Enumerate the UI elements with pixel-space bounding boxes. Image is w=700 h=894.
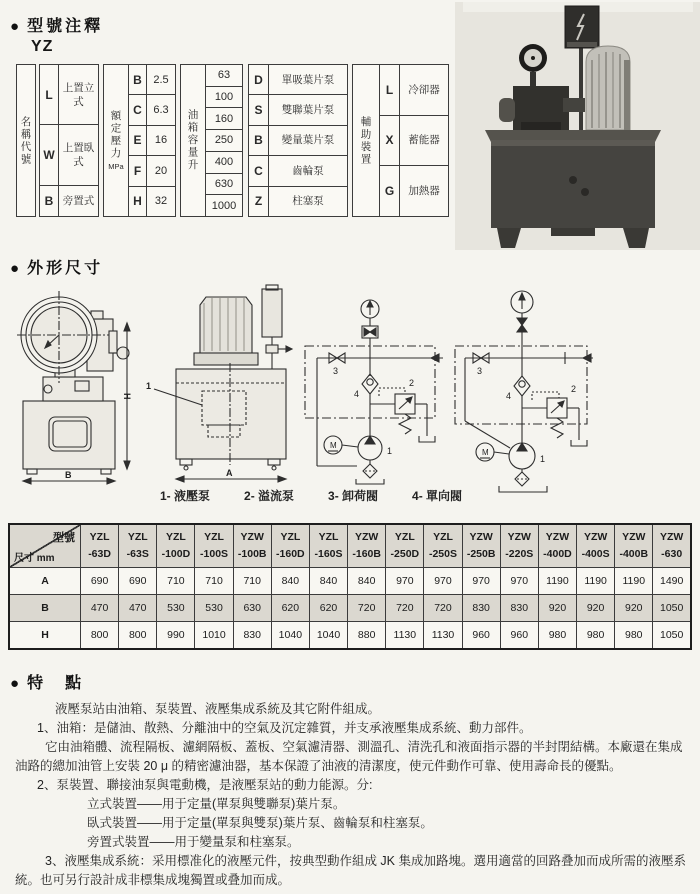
bullet-icon: ● <box>10 18 20 35</box>
legend-item: 1- 液壓泵 <box>160 489 211 503</box>
dimension-value: 530 <box>195 595 233 622</box>
bullet-icon: ● <box>10 260 20 277</box>
pressure-value: 6.3 <box>147 95 176 125</box>
dimension-value: 840 <box>271 568 309 595</box>
check-valve-label: 4 <box>506 391 512 401</box>
bullet-icon: ● <box>10 675 20 692</box>
pressure-code: E <box>129 125 147 155</box>
tank-capacity: 63 <box>206 65 243 87</box>
unload-valve-label: 3 <box>333 366 339 376</box>
dimension-value: 1050 <box>653 622 691 650</box>
dimension-row-label: B <box>9 595 81 622</box>
features-text <box>15 700 687 890</box>
dimension-value: 530 <box>157 595 195 622</box>
section-title-dimensions <box>10 255 103 278</box>
dimension-value: 960 <box>500 622 538 650</box>
tank-label: 油箱容量升 <box>181 65 206 217</box>
dimension-value: 720 <box>386 595 424 622</box>
dimension-value: 470 <box>81 595 119 622</box>
dimension-value: 980 <box>615 622 653 650</box>
motor-label: M <box>330 441 337 450</box>
dimension-value: 980 <box>538 622 576 650</box>
relief-valve-label: 2 <box>571 384 577 394</box>
pump-code: Z <box>249 186 269 216</box>
relief-valve-label: 2 <box>409 378 415 388</box>
dimension-value: 710 <box>157 568 195 595</box>
dimension-value: 920 <box>577 595 615 622</box>
dimension-value: 620 <box>309 595 347 622</box>
mount-code: W <box>40 125 59 185</box>
dimension-row-label: H <box>9 622 81 650</box>
dim-b-label: B <box>65 470 72 480</box>
dimension-row-label: A <box>9 568 81 595</box>
pressure-code: B <box>129 65 147 95</box>
dim-a-label: A <box>226 468 233 478</box>
pressure-label-cell <box>104 65 129 217</box>
outline-drawing-side-view <box>15 283 133 488</box>
model-column-header: YZW -400B <box>615 524 653 568</box>
feature-paragraph: 液壓泵站由油箱、泵裝置、液壓集成系統及其它附件組成。 <box>55 702 381 716</box>
pump-desc: 雙聯葉片泵 <box>269 95 348 125</box>
dimension-value: 920 <box>538 595 576 622</box>
model-column-header: YZL -160S <box>309 524 347 568</box>
tank-capacity: 250 <box>206 130 243 152</box>
pump-label: 1 <box>387 446 393 456</box>
dimension-value: 1190 <box>615 568 653 595</box>
dimension-value: 980 <box>577 622 615 650</box>
pressure-value: 16 <box>147 125 176 155</box>
drawing-legend <box>160 487 462 504</box>
model-column-header: YZW -630 <box>653 524 691 568</box>
pump-desc: 變量葉片泵 <box>269 125 348 155</box>
dimension-value: 800 <box>119 622 157 650</box>
check-valve-label: 4 <box>354 389 360 399</box>
dimension-value: 710 <box>195 568 233 595</box>
pump-desc: 齒輪泵 <box>269 156 348 186</box>
aux-code: X <box>380 115 400 166</box>
model-column-header: YZW -250B <box>462 524 500 568</box>
pump-label: 1 <box>540 454 546 464</box>
mount-desc: 旁置式 <box>59 185 99 216</box>
model-column-header: YZW -400D <box>538 524 576 568</box>
dimension-value: 830 <box>233 622 271 650</box>
dimension-value: 800 <box>81 622 119 650</box>
section-title-features <box>10 670 84 693</box>
dimension-value: 1050 <box>653 595 691 622</box>
dimension-value: 1130 <box>424 622 462 650</box>
aux-desc: 加熱器 <box>400 166 449 217</box>
pressure-code: C <box>129 95 147 125</box>
model-column-header: YZL -63D <box>81 524 119 568</box>
model-column-header: YZW -160B <box>348 524 386 568</box>
legend-item: 2- 溢流泵 <box>244 489 295 503</box>
hydraulic-schematic-2 <box>447 288 595 500</box>
aux-desc: 蓄能器 <box>400 115 449 166</box>
aux-code: G <box>380 166 400 217</box>
dimension-value: 1190 <box>577 568 615 595</box>
hydraulic-schematic-1 <box>297 296 445 486</box>
dimension-value: 720 <box>348 595 386 622</box>
legend-item: 3- 卸荷閥 <box>328 489 379 503</box>
feature-paragraph: 它由油箱體、流程隔板、濾網隔板、蓋板、空氣濾清器、測溫孔、清洗孔和液面指示器的半封閉結構。本廠還在集成油路的總加油管上安裝 20 μ 的精密濾油器，基本保證了油液的清潔度，使元件動作可靠、使用壽命長的優點。 <box>15 740 683 773</box>
model-column-header: YZL -100S <box>195 524 233 568</box>
dimension-value: 840 <box>309 568 347 595</box>
dimension-value: 960 <box>462 622 500 650</box>
pump-callout-label: 1 <box>146 381 152 391</box>
dimension-value: 690 <box>81 568 119 595</box>
outline-drawing-front-view <box>140 283 300 488</box>
model-column-header: YZL -100D <box>157 524 195 568</box>
pump-code: C <box>249 156 269 186</box>
pump-code: B <box>249 125 269 155</box>
model-column-header: YZW -400S <box>577 524 615 568</box>
dimension-value: 1490 <box>653 568 691 595</box>
mount-desc: 上置臥式 <box>59 125 99 185</box>
pressure-unit: MPa <box>108 162 124 171</box>
feature-paragraph: 3、液壓集成系統：采用標准化的液壓元件，按典型動作組成 JK 集成加路塊。選用適當的回路叠加而成所需的液壓系統。也可另行設計成非標集成塊獨置或叠加而成。 <box>15 854 686 887</box>
feature-paragraph: 2、泵裝置、聯接油泵與電動機，是液壓泵站的動力能源。分: <box>37 778 373 792</box>
pump-code: S <box>249 95 269 125</box>
mount-type-box <box>39 64 99 217</box>
dimension-value: 620 <box>271 595 309 622</box>
features-title: 特 點 <box>27 675 85 692</box>
pressure-box <box>103 64 176 217</box>
dimensions-title: 外形尺寸 <box>27 260 104 277</box>
dimension-table <box>8 523 692 650</box>
pump-desc: 柱塞泵 <box>269 186 348 216</box>
name-code-box <box>16 64 36 217</box>
feature-paragraph: 1、油箱：是儲油、散熱、分離油中的空氣及沉定雜質，并支承液壓集成系統、動力部件。 <box>37 721 532 735</box>
tank-capacity: 160 <box>206 108 243 130</box>
dimension-value: 470 <box>119 595 157 622</box>
dimension-value: 630 <box>233 595 271 622</box>
dimension-value: 970 <box>424 568 462 595</box>
section-title-model-notation <box>10 13 103 36</box>
aux-desc: 冷卻器 <box>400 65 449 116</box>
dimension-value: 970 <box>386 568 424 595</box>
dimension-value: 920 <box>615 595 653 622</box>
dimension-value: 1010 <box>195 622 233 650</box>
pressure-code: F <box>129 156 147 186</box>
aux-label: 輔助裝置 <box>353 65 380 217</box>
pump-code: D <box>249 65 269 95</box>
name-code-label: 名稱代號 <box>17 65 36 217</box>
pump-desc: 單吸葉片泵 <box>269 65 348 95</box>
dimension-value: 1190 <box>538 568 576 595</box>
motor-label: M <box>482 448 489 457</box>
dimension-value: 830 <box>500 595 538 622</box>
tank-capacity: 630 <box>206 173 243 195</box>
dimension-value: 970 <box>462 568 500 595</box>
model-notation-title: 型號注釋 <box>27 18 104 35</box>
dimension-value: 880 <box>348 622 386 650</box>
dimension-value: 720 <box>424 595 462 622</box>
dimension-table-wrap <box>8 523 692 650</box>
dimension-value: 1130 <box>386 622 424 650</box>
dimension-value: 1040 <box>271 622 309 650</box>
mount-code: B <box>40 185 59 216</box>
model-column-header: YZW -100B <box>233 524 271 568</box>
dimension-value: 690 <box>119 568 157 595</box>
tank-capacity: 100 <box>206 86 243 108</box>
dimension-value: 990 <box>157 622 195 650</box>
mount-desc: 上置立式 <box>59 65 99 125</box>
mount-code: L <box>40 65 59 125</box>
pump-type-box <box>248 64 348 217</box>
feature-paragraph: 旁置式裝置——用于變量泵和柱塞泵。 <box>87 835 300 849</box>
pressure-value: 20 <box>147 156 176 186</box>
dimension-value: 830 <box>462 595 500 622</box>
unload-valve-label: 3 <box>477 366 483 376</box>
model-column-header: YZL -63S <box>119 524 157 568</box>
dimension-value: 840 <box>348 568 386 595</box>
feature-paragraph: 臥式裝置——用于定量(單泵與雙泵)葉片泵、齒輪泵和柱塞泵。 <box>87 816 433 830</box>
model-column-header: YZL -250D <box>386 524 424 568</box>
dimension-value: 710 <box>233 568 271 595</box>
pump-station-photo <box>455 2 700 250</box>
dimension-value: 1040 <box>309 622 347 650</box>
dimension-table-corner: 型號 尺寸 mm <box>9 524 81 568</box>
pressure-label: 額定壓力 <box>109 110 122 160</box>
dim-h-label: H <box>122 393 132 400</box>
aux-code: L <box>380 65 400 116</box>
feature-paragraph: 立式裝置——用于定量(單泵與雙聯泵)葉片泵。 <box>87 797 346 811</box>
pressure-value: 32 <box>147 186 176 216</box>
dimension-value: 970 <box>500 568 538 595</box>
tank-capacity: 400 <box>206 151 243 173</box>
pressure-value: 2.5 <box>147 65 176 95</box>
tank-capacity-box <box>180 64 243 217</box>
model-column-header: YZL -250S <box>424 524 462 568</box>
legend-item: 4- 單向閥 <box>412 489 463 503</box>
model-column-header: YZL -160D <box>271 524 309 568</box>
pressure-code: H <box>129 186 147 216</box>
model-prefix: YZ <box>31 38 54 55</box>
tank-capacity: 1000 <box>206 195 243 217</box>
model-column-header: YZW -220S <box>500 524 538 568</box>
aux-device-box <box>352 64 449 217</box>
